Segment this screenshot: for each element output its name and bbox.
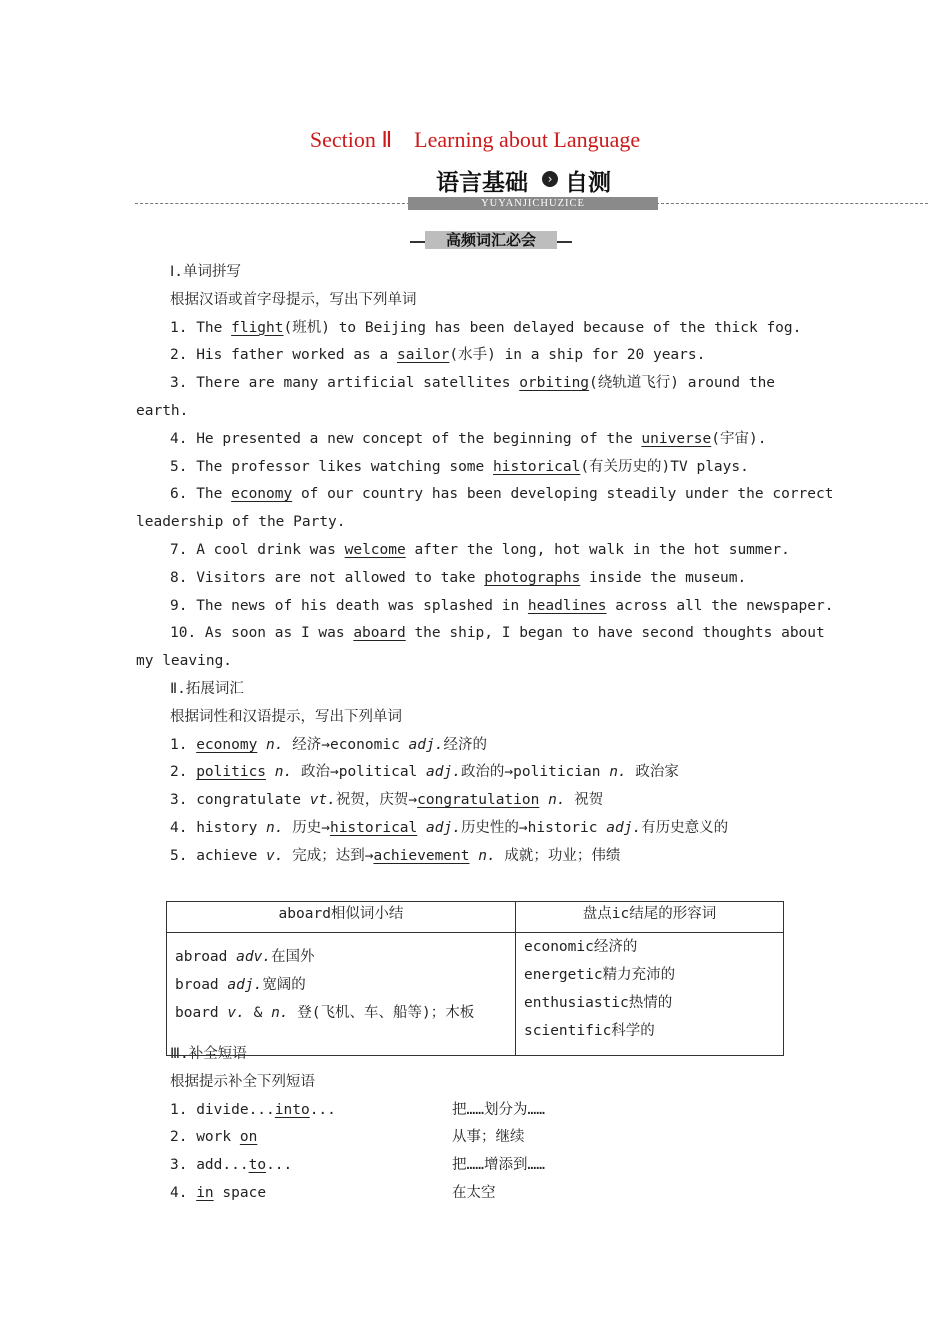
item-lead: 8. Visitors are not allowed to take <box>170 569 485 586</box>
answer-word: achievement <box>373 847 470 864</box>
phrase-item <box>170 1100 336 1120</box>
phrase-meaning <box>452 1155 545 1175</box>
banner-heading: 语言基础 <box>436 170 528 196</box>
phrase-post: ... <box>266 1157 293 1174</box>
phrase-item <box>170 1127 257 1147</box>
table-header-left: aboard相似词小结 <box>167 902 516 933</box>
text-run: 历史→ <box>283 820 330 836</box>
phrase-post: ... <box>309 1101 336 1118</box>
vocab-item <box>170 735 487 755</box>
table-cell-left <box>167 933 516 1056</box>
table-header-right: 盘点ic结尾的形容词 <box>516 902 784 933</box>
answer-word: economy <box>196 736 258 753</box>
item-tail: of our country has been developing steadily under the correct <box>292 486 834 503</box>
text-run: 完成；达到→ <box>283 847 374 864</box>
text-run <box>187 1129 196 1145</box>
part-of-speech: vt. <box>309 792 336 809</box>
similar-word-line <box>175 999 507 1027</box>
phrase-item <box>170 1155 292 1175</box>
item-tail: across all the newspaper. <box>606 597 834 614</box>
vocab-item <box>170 846 620 866</box>
answer-word: universe <box>641 430 712 447</box>
exercise-item <box>170 318 801 338</box>
part2-instruction <box>170 707 402 727</box>
answer-word: photographs <box>484 569 581 586</box>
answer-word: flight <box>231 319 284 336</box>
text-run <box>187 1157 196 1173</box>
meaning-text: 从事；继续 <box>452 1129 525 1146</box>
item-cont: earth. <box>136 403 189 419</box>
phrase-number: 2. <box>170 1129 188 1146</box>
text-run: 有历史意义的 <box>641 820 729 836</box>
banner-divider-right <box>656 203 928 204</box>
answer-word: economy <box>231 486 293 503</box>
part-of-speech: adv. <box>236 949 272 965</box>
exercise-item-continuation <box>136 512 346 532</box>
banner-divider-left <box>135 203 410 204</box>
text-run: board <box>175 1005 228 1021</box>
item-tail: (宇宙). <box>711 430 767 447</box>
exercise-item <box>170 596 833 616</box>
item-lead: 1. The <box>170 319 232 336</box>
instruction-text: 根据汉语或首字母提示，写出下列单词 <box>170 291 417 308</box>
text-run: 在国外 <box>271 949 315 965</box>
heading-text: Ⅱ.拓展词汇 <box>170 681 244 697</box>
item-cont: leadership of the Party. <box>136 514 346 531</box>
text-run: 政治→political <box>292 764 427 781</box>
part1-heading <box>170 262 241 282</box>
text-run: 祝贺，庆贺→ <box>335 792 418 809</box>
text-run: 历史性的→historic <box>460 820 607 836</box>
text-run: 政治家 <box>626 764 679 781</box>
answer-word: congratulation <box>417 792 540 809</box>
part-of-speech: n. <box>266 736 284 753</box>
part-of-speech: adj. <box>426 764 461 781</box>
text-run: 祝贺 <box>565 792 604 809</box>
ic-adjective-line: enthusiastic热情的 <box>524 995 673 1011</box>
text-run: & <box>244 1005 272 1021</box>
part3-instruction <box>170 1072 315 1092</box>
phrase-number: 4. <box>170 1185 188 1201</box>
meaning-text: 把……划分为…… <box>452 1101 545 1118</box>
phrase-pre: add... <box>196 1157 249 1174</box>
text-run: 1. <box>170 736 197 753</box>
exercise-item <box>170 568 746 588</box>
phrase-meaning <box>452 1127 525 1147</box>
ic-adjective-line: economic经济的 <box>524 939 638 955</box>
text-run: 政治的→politician <box>460 764 610 781</box>
exercise-item <box>170 373 775 393</box>
text-run <box>266 764 275 780</box>
answer-word: welcome <box>344 542 406 558</box>
part-of-speech: n. <box>548 792 566 809</box>
text-run: broad <box>175 977 228 993</box>
phrase-number: 1. <box>170 1101 188 1118</box>
instruction-text: 根据提示补全下列短语 <box>170 1073 315 1090</box>
exercise-item-continuation <box>136 401 188 421</box>
word-summary-table <box>166 901 784 1056</box>
exercise-item-continuation <box>136 651 232 671</box>
text-run <box>187 1102 196 1118</box>
item-tail: (绕轨道飞行) around the <box>589 375 776 392</box>
answer-word: on <box>239 1129 258 1146</box>
phrase-post: space <box>213 1185 267 1201</box>
part-of-speech: adj. <box>227 977 263 993</box>
exercise-item <box>170 457 749 477</box>
item-lead: 6. The <box>170 486 232 503</box>
answer-word: in <box>196 1185 214 1201</box>
table-cell-right <box>516 933 784 1056</box>
ic-adjective-line: scientific科学的 <box>524 1023 655 1039</box>
subsection-rule-left <box>410 241 425 243</box>
text-run <box>539 792 548 808</box>
answer-word: to <box>248 1157 267 1174</box>
part-of-speech: n. <box>266 820 284 836</box>
text-run <box>470 848 479 864</box>
phrase-pre: work <box>196 1129 240 1146</box>
vocab-item <box>170 762 679 782</box>
part-of-speech: n. <box>478 847 496 864</box>
exercise-item <box>170 484 833 504</box>
part-of-speech: adj. <box>408 736 444 753</box>
subsection-rule-right <box>557 241 572 243</box>
banner-pinyin: YUYANJICHUZICE <box>481 198 585 209</box>
item-lead: 4. He presented a new concept of the beginning of the <box>170 430 642 447</box>
part-of-speech: adj. <box>606 820 642 836</box>
similar-word-line <box>175 943 507 971</box>
item-tail: (有关历史的)TV plays. <box>580 458 749 475</box>
item-lead: 10. As soon as I was <box>170 625 354 642</box>
item-tail: (班机) to Beijing has been delayed because of the thick fog. <box>283 319 802 336</box>
item-tail: after the long, hot walk in the hot summer. <box>405 542 790 558</box>
answer-word: politics <box>196 764 267 781</box>
similar-word-line <box>175 971 507 999</box>
section-title: Section Ⅱ Learning about Language <box>309 127 641 152</box>
text-run: 5. achieve <box>170 847 267 864</box>
instruction-text: 根据词性和汉语提示，写出下列单词 <box>170 708 402 725</box>
part1-instruction <box>170 290 417 310</box>
answer-word: into <box>274 1101 310 1118</box>
part-of-speech: n. <box>609 764 627 781</box>
text-run: 经济的 <box>443 736 487 753</box>
part2-heading <box>170 679 244 699</box>
subsection-heading: 高频词汇必会 <box>445 231 536 249</box>
text-run: 宽阔的 <box>262 977 306 993</box>
item-tail: the ship, I began to have second thoughts about <box>405 625 825 642</box>
answer-word: orbiting <box>519 375 590 392</box>
item-cont: my leaving. <box>136 653 233 670</box>
item-lead: 5. The professor likes watching some <box>170 458 494 475</box>
answer-word: headlines <box>527 597 607 614</box>
text-run: 经济→economic <box>283 736 409 753</box>
chevron-right-circle-icon: › <box>542 171 558 187</box>
text-run <box>257 737 266 753</box>
text-run: 2. <box>170 764 197 781</box>
exercise-item <box>170 429 766 449</box>
answer-word: historical <box>493 458 581 475</box>
item-tail: inside the museum. <box>580 569 747 586</box>
vocab-item <box>170 818 728 838</box>
meaning-text: 把……增添到…… <box>452 1157 545 1174</box>
part-of-speech: n. <box>271 1005 289 1021</box>
item-lead: 7. A cool drink was <box>170 542 345 558</box>
text-run: 4. history <box>170 820 267 836</box>
phrase-number: 3. <box>170 1157 188 1174</box>
exercise-item <box>170 345 705 365</box>
heading-text: Ⅲ.补全短语 <box>170 1046 247 1062</box>
banner-heading-emphasis: 自测 <box>565 170 611 196</box>
text-run: abroad <box>175 949 237 965</box>
item-tail: (水手) in a ship for 20 years. <box>449 347 706 364</box>
text-run <box>187 1185 196 1201</box>
part-of-speech: v. <box>266 847 284 864</box>
item-lead: 9. The news of his death was splashed in <box>170 597 528 614</box>
part-of-speech: v. <box>227 1005 245 1021</box>
text-run: 成就；功业；伟绩 <box>495 847 621 864</box>
exercise-item <box>170 540 790 560</box>
answer-word: aboard <box>353 625 406 642</box>
part-of-speech: n. <box>274 764 293 781</box>
text-run: 3. congratulate <box>170 792 310 809</box>
item-lead: 2. His father worked as a <box>170 347 397 364</box>
text-run: 登(飞机、车、船等)；木板 <box>288 1005 475 1021</box>
item-lead: 3. There are many artificial satellites <box>170 375 520 392</box>
meaning-text: 在太空 <box>452 1185 496 1201</box>
ic-adjective-line: energetic精力充沛的 <box>524 967 676 983</box>
exercise-item <box>170 623 825 643</box>
text-run <box>417 820 426 836</box>
heading-text: Ⅰ.单词拼写 <box>170 264 242 280</box>
answer-word: historical <box>329 820 418 836</box>
part-of-speech: adj. <box>426 820 461 836</box>
phrase-pre: divide... <box>196 1101 275 1118</box>
phrase-meaning <box>452 1100 545 1120</box>
phrase-meaning <box>452 1183 496 1203</box>
answer-word: sailor <box>396 347 450 364</box>
phrase-item <box>170 1183 266 1203</box>
vocab-item <box>170 790 603 810</box>
